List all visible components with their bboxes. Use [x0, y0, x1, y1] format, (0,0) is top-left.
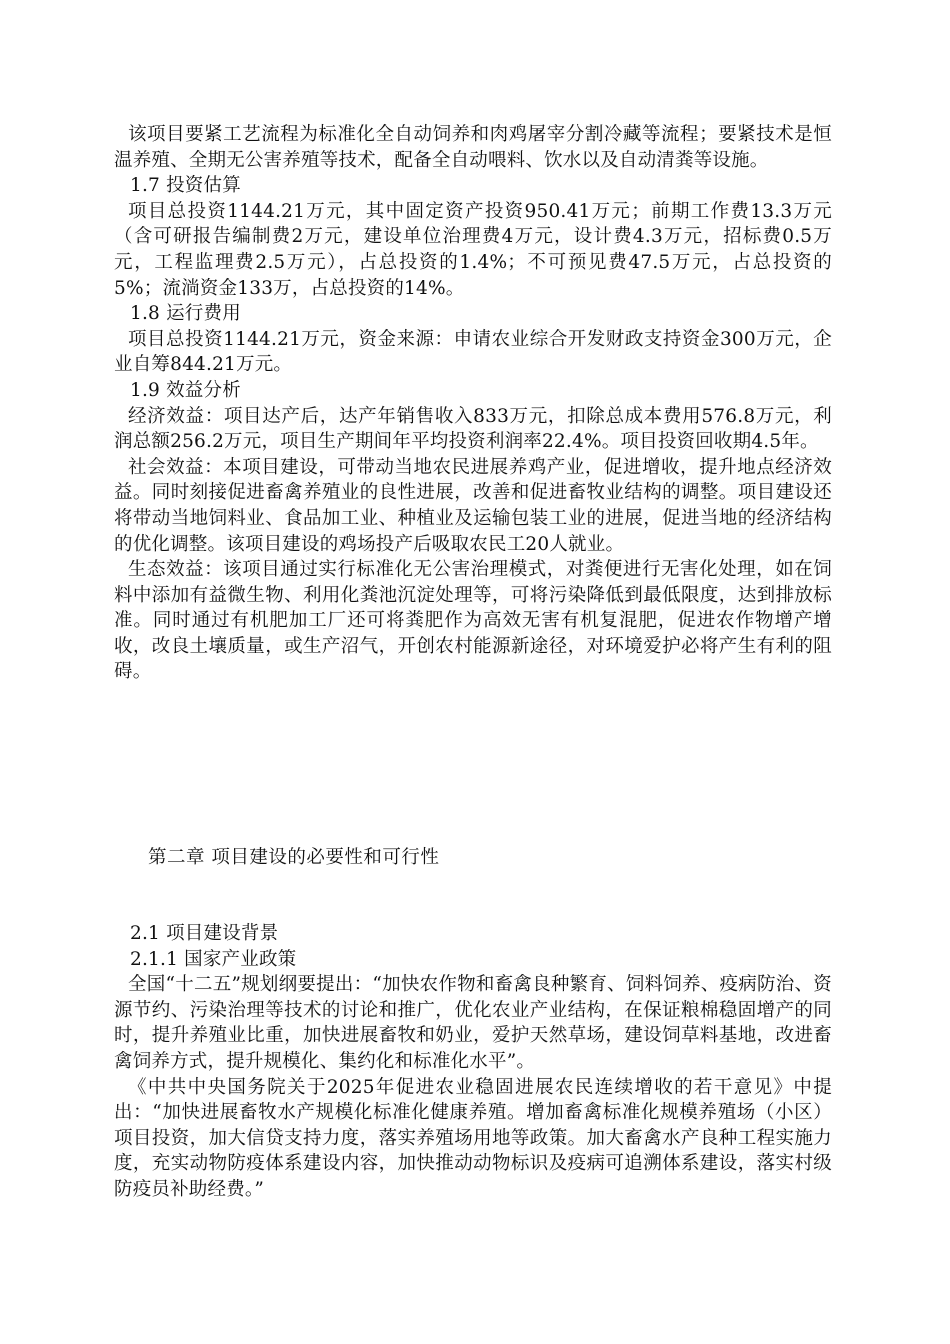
- operating-cost-paragraph: 项目总投资1144.21万元，资金来源：申请农业综合开发财政支持资金300万元，企业自筹844.21万元。: [114, 328, 832, 376]
- heading-1-7: 1.7 投资估算: [130, 175, 241, 197]
- economic-benefit-paragraph: 经济效益：项目达产后，达产年销售收入833万元，扣除总成本费用576.8万元，利润总额256.2万元，项目生产期间年平均投资利润率22.4%。项目投资回收期4.5年。: [114, 405, 832, 453]
- heading-1-8: 1.8 运行费用: [130, 303, 241, 325]
- section-1-body: [114, 122, 832, 685]
- central-document-paragraph: 《中共中央国务院关于2025年促进农业稳固进展农民连续增收的若干意见》中提出：“加快进展畜牧水产规模化标准化健康养殖。增加畜禽标准化规模养殖场（小区）项目投资，加大信贷支持力度，落实养殖场用地等政策。加大畜禽水产良种工程实施力度，充实动物防疫体系建设内容，加快推动动物标识及疫病可追溯体系建设，落实村级防疫员补助经费。”: [114, 1076, 832, 1200]
- heading-2-1: 2.1 项目建设背景: [130, 923, 279, 944]
- investment-paragraph: 项目总投资1144.21万元，其中固定资产投资950.41万元；前期工作费13.3万元（含可研报告编制费2万元，建设单位治理费4万元，设计费4.3万元，招标费0.5万元，工程监理费2.5万元），占总投资的1.4%；不可预见费47.5万元，占总投资的5%；流淌资金133万，占总投资的14%。: [114, 200, 832, 299]
- section-2-body: [114, 921, 832, 1203]
- five-year-plan-paragraph: 全国“十二五”规划纲要提出：“加快农作物和畜禽良种繁育、饲料饲养、疫病防治、资源节约、污染治理等技术的讨论和推广，优化农业产业结构，在保证粮棉稳固增产的同时，提升养殖业比重，加快进展畜牧和奶业，爱护天然草场，建设饲草料基地，改进畜禽饲养方式，提升规模化、集约化和标准化水平”。: [114, 974, 832, 1072]
- heading-2-1-1: 2.1.1 国家产业政策: [130, 948, 297, 970]
- heading-1-9: 1.9 效益分析: [130, 379, 241, 401]
- social-benefit-paragraph: 社会效益：本项目建设，可带动当地农民进展养鸡产业，促进增收，提升地点经济效益。同时刻接促进畜禽养殖业的良性进展，改善和促进畜牧业结构的调整。项目建设还将带动当地饲料业、食品加工业、种植业及运输包装工业的进展，促进当地的经济结构的优化调整。该项目建设的鸡场投产后吸取农民工20人就业。: [114, 456, 832, 555]
- ecological-benefit-paragraph: 生态效益：该项目通过实行标准化无公害治理模式，对粪便进行无害化处理，如在饲料中添加有益微生物、利用化粪池沉淀处理等，可将污染降低到最低限度，达到排放标准。同时通过有机肥加工厂还可将粪肥作为高效无害有机复混肥，促进农作物增产增收，改良土壤质量，或生产沼气，开创农村能源新途径，对环境爱护必将产生有利的阻碍。: [114, 559, 832, 683]
- chapter-2-title: 第二章 项目建设的必要性和可行性: [148, 847, 440, 868]
- process-paragraph: 该项目要紧工艺流程为标准化全自动饲养和肉鸡屠宰分割冷藏等流程；要紧技术是恒温养殖、全期无公害养殖等技术，配备全自动喂料、饮水以及自动清粪等设施。: [114, 124, 832, 171]
